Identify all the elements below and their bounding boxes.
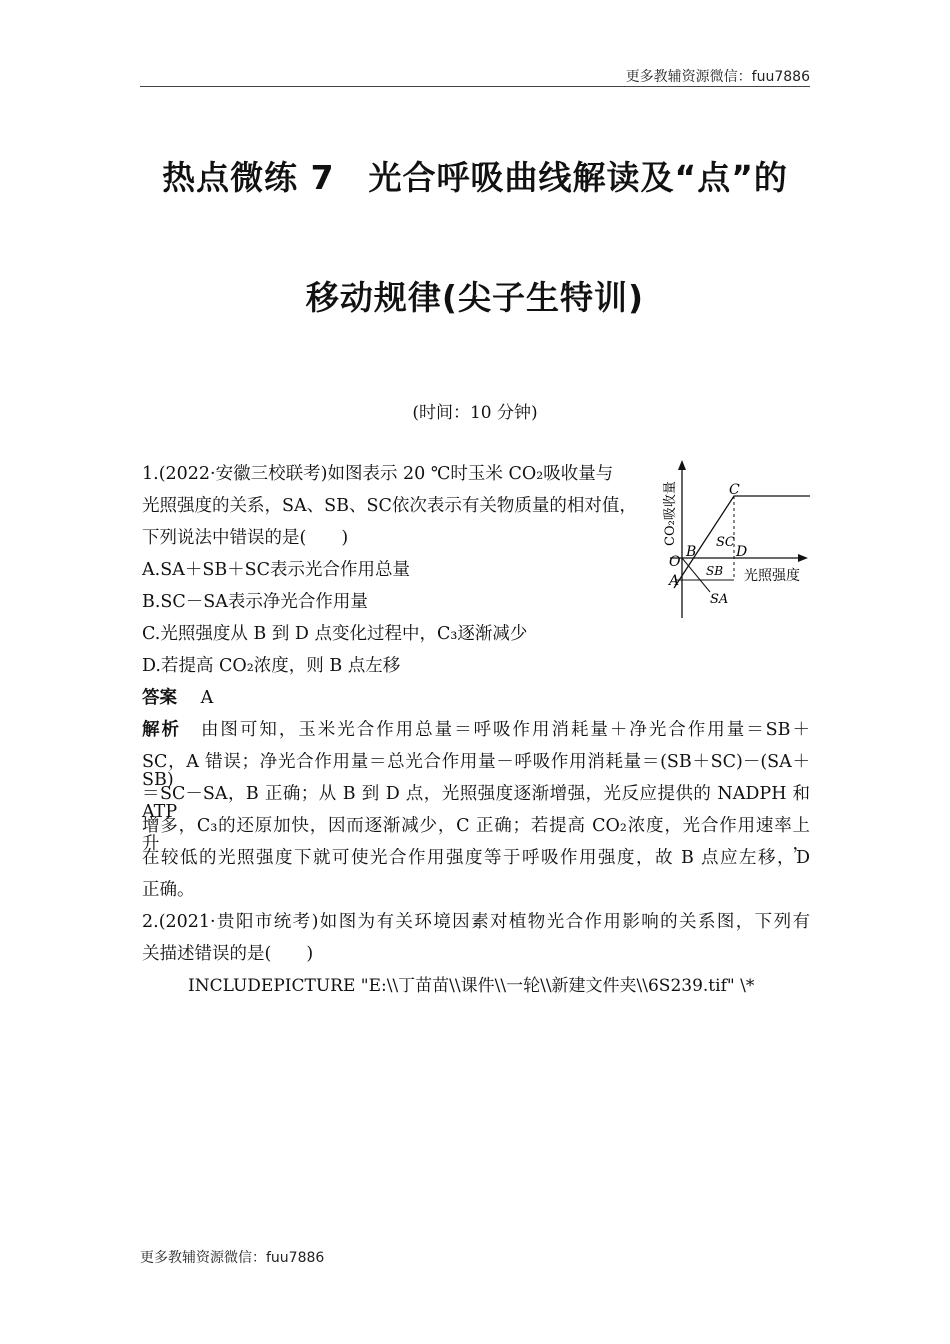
answer-value: A [200,688,214,708]
x-axis-label: 光照强度 [744,568,800,584]
header-note: 更多教辅资源微信：fuu7886 [625,69,810,85]
q1-option-d: D.若提高 CO₂浓度，则 B 点左移 [142,656,401,676]
q2-stem-line-1: 2.(2021·贵阳市统考)如图为有关环境因素对植物光合作用影响的关系图，下列有 [142,912,810,932]
q1-option-c: C.光照强度从 B 到 D 点变化过程中，C₃逐渐减少 [142,624,528,644]
header-rule [140,86,810,87]
footer-note: 更多教辅资源微信：fuu7886 [140,1250,325,1266]
q1-analysis-line-2: SC，A 错误；净光合作用量＝总光合作用量－呼吸作用消耗量＝(SB＋SC)－(SA＋SB) [142,752,810,790]
point-b-label: B [686,544,697,560]
area-sc-label: SC [716,535,735,550]
y-axis-label: CO₂吸收量 [663,481,678,546]
point-c-label: C [729,482,740,498]
q1-stem-line-1: 1.(2022·安徽三校联考)如图表示 20 ℃时玉米 CO₂吸收量与 [142,464,614,484]
q1-analysis-line-5: 在较低的光照强度下就可使光合作用强度等于呼吸作用强度，故 B 点应左移，D [142,848,810,868]
point-o-label: O [669,554,681,570]
q1-answer-row [142,690,213,708]
q1-option-b: B.SC－SA表示净光合作用量 [142,592,368,612]
q1-stem-line-2: 光照强度的关系，SA、SB、SC依次表示有关物质量的相对值， [142,496,637,516]
q1-analysis-line-1 [142,722,810,740]
q1-analysis-line-6: 正确。 [142,880,195,900]
area-sb-label: SB [706,564,724,578]
answer-label: 答案 [142,688,177,708]
page-title-line-2: 移动规律(尖子生特训) [305,278,645,317]
point-a-label: A [669,573,680,589]
q1-analysis-line-3: ＝SC－SA，B 正确；从 B 到 D 点，光照强度逐渐增强，光反应提供的 NADPH 和 ATP [142,784,810,822]
q1-analysis-line-4: 增多，C₃的还原加快，因而逐渐减少，C 正确；若提高 CO₂浓度，光合作用速率上升， [142,816,810,854]
include-picture-field: INCLUDEPICTURE "E:\\丁苗苗\\课件\\一轮\\新建文件夹\\6S239.tif" \* [188,976,755,996]
q1-option-a: A.SA＋SB＋SC表示光合作用总量 [142,560,411,580]
analysis-text-1: 由图可知，玉米光合作用总量＝呼吸作用消耗量＋净光合作用量＝SB＋ [200,720,810,740]
time-note: (时间：10 分钟) [412,403,538,423]
page-title-line-1: 热点微练 7 光合呼吸曲线解读及“点”的 [162,158,788,197]
co2-light-diagram [650,458,822,620]
x-axis-arrow [798,554,808,562]
point-d-label: D [736,544,748,560]
y-axis-arrow [678,460,686,470]
area-sa-label: SA [710,592,729,607]
analysis-label: 解析 [142,720,181,740]
q1-stem-line-3: 下列说法中错误的是( ) [142,528,349,548]
q2-stem-line-2: 关描述错误的是( ) [142,944,314,964]
